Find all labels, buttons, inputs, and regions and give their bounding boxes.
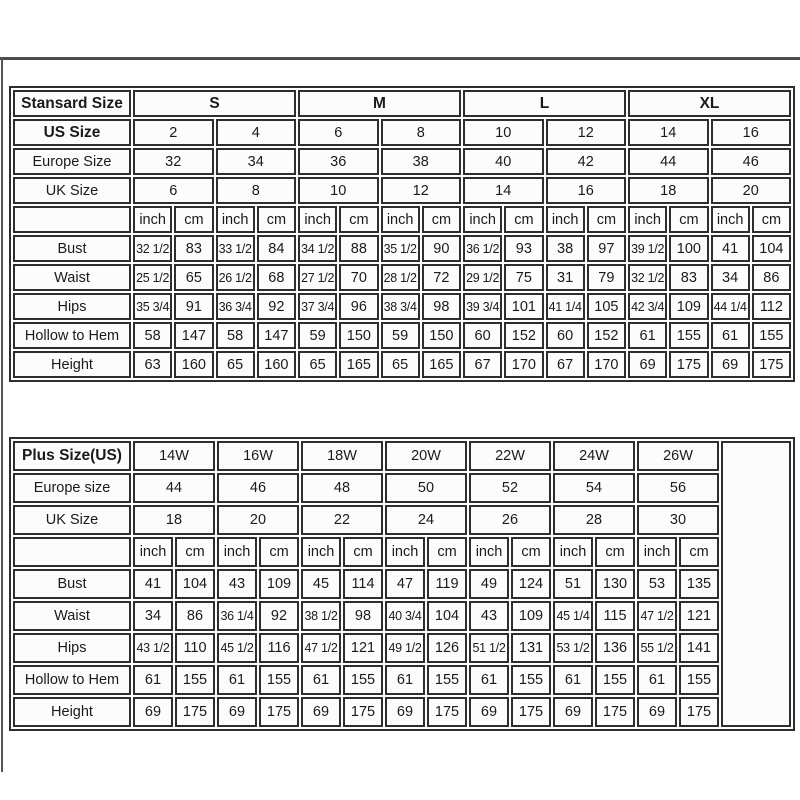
empty-tail-cell (721, 441, 791, 727)
value-cell: 10 (298, 177, 379, 204)
value-cell: 130 (595, 569, 635, 599)
unit-header: inch (385, 537, 425, 567)
value-cell: 75 (504, 264, 543, 291)
unit-header: inch (298, 206, 337, 233)
value-cell: 47 1/2 (301, 633, 341, 663)
value-cell: 155 (679, 665, 719, 695)
size-group-header: 14W (133, 441, 215, 471)
size-group-header: M (298, 90, 461, 117)
unit-header: cm (669, 206, 708, 233)
value-cell: 86 (175, 601, 215, 631)
value-cell: 175 (259, 697, 299, 727)
value-cell: 22 (301, 505, 383, 535)
value-cell: 160 (257, 351, 296, 378)
unit-header: cm (174, 206, 213, 233)
value-cell: 58 (133, 322, 172, 349)
value-cell: 112 (752, 293, 791, 320)
value-cell: 98 (422, 293, 461, 320)
value-cell: 8 (381, 119, 462, 146)
value-cell: 175 (595, 697, 635, 727)
value-cell: 63 (133, 351, 172, 378)
value-cell: 152 (504, 322, 543, 349)
unit-header: inch (463, 206, 502, 233)
value-cell: 119 (427, 569, 467, 599)
value-cell: 50 (385, 473, 467, 503)
value-cell: 175 (752, 351, 791, 378)
value-cell: 14 (628, 119, 709, 146)
value-cell: 16 (711, 119, 792, 146)
value-cell: 2 (133, 119, 214, 146)
value-cell: 131 (511, 633, 551, 663)
unit-header: cm (259, 537, 299, 567)
row-label: Bust (13, 569, 131, 599)
value-cell: 93 (504, 235, 543, 262)
value-cell: 155 (259, 665, 299, 695)
unit-header: cm (175, 537, 215, 567)
value-cell: 155 (752, 322, 791, 349)
value-cell: 65 (381, 351, 420, 378)
value-cell: 136 (595, 633, 635, 663)
value-cell: 175 (175, 697, 215, 727)
value-cell: 100 (669, 235, 708, 262)
value-cell: 92 (259, 601, 299, 631)
value-cell: 6 (133, 177, 214, 204)
value-cell: 175 (343, 697, 383, 727)
standard-table-title: Stansard Size (13, 90, 131, 117)
row-label: Hips (13, 633, 131, 663)
value-cell: 41 (711, 235, 750, 262)
value-cell: 12 (381, 177, 462, 204)
value-cell: 37 3/4 (298, 293, 337, 320)
value-cell: 150 (339, 322, 378, 349)
value-cell: 34 (711, 264, 750, 291)
value-cell: 61 (133, 665, 173, 695)
value-cell: 39 1/2 (628, 235, 667, 262)
value-cell: 49 1/2 (385, 633, 425, 663)
value-cell: 39 3/4 (463, 293, 502, 320)
value-cell: 104 (427, 601, 467, 631)
value-cell: 56 (637, 473, 719, 503)
value-cell: 48 (301, 473, 383, 503)
value-cell: 69 (628, 351, 667, 378)
value-cell: 124 (511, 569, 551, 599)
unit-header: cm (343, 537, 383, 567)
plus-size-chart (9, 437, 795, 731)
standard-size-chart (9, 86, 795, 382)
value-cell: 53 1/2 (553, 633, 593, 663)
unit-header: inch (553, 537, 593, 567)
unit-header: inch (469, 537, 509, 567)
value-cell: 32 1/2 (628, 264, 667, 291)
value-cell: 69 (711, 351, 750, 378)
value-cell: 60 (546, 322, 585, 349)
value-cell: 24 (385, 505, 467, 535)
value-cell: 43 (217, 569, 257, 599)
value-cell: 44 (133, 473, 215, 503)
value-cell: 61 (628, 322, 667, 349)
unit-header: cm (257, 206, 296, 233)
value-cell: 97 (587, 235, 626, 262)
value-cell: 61 (711, 322, 750, 349)
value-cell: 69 (133, 697, 173, 727)
value-cell: 44 1/4 (711, 293, 750, 320)
value-cell: 43 (469, 601, 509, 631)
value-cell: 26 (469, 505, 551, 535)
value-cell: 67 (463, 351, 502, 378)
empty-corner-cell (13, 537, 131, 567)
value-cell: 160 (174, 351, 213, 378)
value-cell: 121 (343, 633, 383, 663)
unit-header: cm (679, 537, 719, 567)
unit-header: cm (587, 206, 626, 233)
unit-header: inch (381, 206, 420, 233)
value-cell: 28 1/2 (381, 264, 420, 291)
value-cell: 175 (669, 351, 708, 378)
value-cell: 25 1/2 (133, 264, 172, 291)
value-cell: 61 (553, 665, 593, 695)
value-cell: 34 1/2 (298, 235, 337, 262)
size-group-header: 22W (469, 441, 551, 471)
row-label: US Size (13, 119, 131, 146)
value-cell: 155 (343, 665, 383, 695)
value-cell: 40 (463, 148, 544, 175)
value-cell: 32 (133, 148, 214, 175)
unit-header: inch (628, 206, 667, 233)
value-cell: 16 (546, 177, 627, 204)
value-cell: 104 (175, 569, 215, 599)
value-cell: 165 (339, 351, 378, 378)
row-label: Hips (13, 293, 131, 320)
plus-table-title: Plus Size(US) (13, 441, 131, 471)
unit-header: inch (711, 206, 750, 233)
value-cell: 69 (217, 697, 257, 727)
value-cell: 45 (301, 569, 341, 599)
value-cell: 41 (133, 569, 173, 599)
row-label: Europe Size (13, 148, 131, 175)
value-cell: 175 (427, 697, 467, 727)
value-cell: 49 (469, 569, 509, 599)
value-cell: 36 (298, 148, 379, 175)
value-cell: 170 (587, 351, 626, 378)
value-cell: 65 (174, 264, 213, 291)
size-group-header: 24W (553, 441, 635, 471)
value-cell: 33 1/2 (216, 235, 255, 262)
value-cell: 126 (427, 633, 467, 663)
size-group-header: S (133, 90, 296, 117)
value-cell: 68 (257, 264, 296, 291)
value-cell: 109 (669, 293, 708, 320)
value-cell: 59 (381, 322, 420, 349)
size-group-header: L (463, 90, 626, 117)
value-cell: 175 (679, 697, 719, 727)
size-group-header: 26W (637, 441, 719, 471)
value-cell: 42 3/4 (628, 293, 667, 320)
value-cell: 60 (463, 322, 502, 349)
value-cell: 65 (216, 351, 255, 378)
value-cell: 155 (669, 322, 708, 349)
value-cell: 27 1/2 (298, 264, 337, 291)
unit-header: cm (595, 537, 635, 567)
value-cell: 109 (511, 601, 551, 631)
size-group-header: 20W (385, 441, 467, 471)
value-cell: 54 (553, 473, 635, 503)
value-cell: 69 (637, 697, 677, 727)
unit-header: cm (504, 206, 543, 233)
value-cell: 155 (511, 665, 551, 695)
unit-header: cm (511, 537, 551, 567)
value-cell: 147 (257, 322, 296, 349)
value-cell: 45 1/4 (553, 601, 593, 631)
value-cell: 150 (422, 322, 461, 349)
value-cell: 53 (637, 569, 677, 599)
value-cell: 83 (174, 235, 213, 262)
value-cell: 91 (174, 293, 213, 320)
value-cell: 110 (175, 633, 215, 663)
value-cell: 43 1/2 (133, 633, 173, 663)
value-cell: 20 (217, 505, 299, 535)
value-cell: 18 (628, 177, 709, 204)
value-cell: 109 (259, 569, 299, 599)
unit-header: inch (637, 537, 677, 567)
size-group-header: 18W (301, 441, 383, 471)
value-cell: 35 1/2 (381, 235, 420, 262)
value-cell: 114 (343, 569, 383, 599)
value-cell: 69 (469, 697, 509, 727)
value-cell: 152 (587, 322, 626, 349)
value-cell: 92 (257, 293, 296, 320)
value-cell: 135 (679, 569, 719, 599)
value-cell: 29 1/2 (463, 264, 502, 291)
value-cell: 34 (133, 601, 173, 631)
value-cell: 30 (637, 505, 719, 535)
size-group-header: 16W (217, 441, 299, 471)
value-cell: 88 (339, 235, 378, 262)
value-cell: 61 (637, 665, 677, 695)
value-cell: 51 1/2 (469, 633, 509, 663)
value-cell: 84 (257, 235, 296, 262)
plus-size-table (9, 437, 795, 731)
unit-header: cm (427, 537, 467, 567)
value-cell: 35 3/4 (133, 293, 172, 320)
value-cell: 90 (422, 235, 461, 262)
value-cell: 55 1/2 (637, 633, 677, 663)
value-cell: 67 (546, 351, 585, 378)
row-label: Waist (13, 601, 131, 631)
standard-size-table (9, 86, 795, 382)
value-cell: 12 (546, 119, 627, 146)
row-label: Height (13, 351, 131, 378)
value-cell: 61 (217, 665, 257, 695)
value-cell: 175 (511, 697, 551, 727)
value-cell: 34 (216, 148, 297, 175)
value-cell: 38 (381, 148, 462, 175)
value-cell: 155 (595, 665, 635, 695)
value-cell: 28 (553, 505, 635, 535)
value-cell: 20 (711, 177, 792, 204)
value-cell: 70 (339, 264, 378, 291)
value-cell: 41 1/4 (546, 293, 585, 320)
value-cell: 155 (427, 665, 467, 695)
row-label: Hollow to Hem (13, 322, 131, 349)
value-cell: 69 (301, 697, 341, 727)
value-cell: 52 (469, 473, 551, 503)
value-cell: 155 (175, 665, 215, 695)
unit-header: cm (422, 206, 461, 233)
value-cell: 47 (385, 569, 425, 599)
value-cell: 14 (463, 177, 544, 204)
value-cell: 44 (628, 148, 709, 175)
value-cell: 46 (711, 148, 792, 175)
value-cell: 42 (546, 148, 627, 175)
outer-frame-left-line (1, 57, 3, 772)
value-cell: 61 (469, 665, 509, 695)
value-cell: 38 (546, 235, 585, 262)
value-cell: 45 1/2 (217, 633, 257, 663)
row-label: UK Size (13, 505, 131, 535)
row-label: UK Size (13, 177, 131, 204)
value-cell: 170 (504, 351, 543, 378)
value-cell: 36 3/4 (216, 293, 255, 320)
unit-header: inch (546, 206, 585, 233)
value-cell: 40 3/4 (385, 601, 425, 631)
value-cell: 10 (463, 119, 544, 146)
size-group-header: XL (628, 90, 791, 117)
value-cell: 31 (546, 264, 585, 291)
value-cell: 72 (422, 264, 461, 291)
value-cell: 69 (385, 697, 425, 727)
value-cell: 165 (422, 351, 461, 378)
row-label: Europe size (13, 473, 131, 503)
row-label: Bust (13, 235, 131, 262)
value-cell: 4 (216, 119, 297, 146)
value-cell: 101 (504, 293, 543, 320)
unit-header: inch (216, 206, 255, 233)
unit-header: inch (301, 537, 341, 567)
value-cell: 58 (216, 322, 255, 349)
value-cell: 104 (752, 235, 791, 262)
unit-header: cm (752, 206, 791, 233)
row-label: Height (13, 697, 131, 727)
value-cell: 18 (133, 505, 215, 535)
value-cell: 61 (301, 665, 341, 695)
value-cell: 69 (553, 697, 593, 727)
unit-header: inch (133, 537, 173, 567)
value-cell: 79 (587, 264, 626, 291)
outer-frame-top-line (0, 57, 800, 60)
value-cell: 38 3/4 (381, 293, 420, 320)
value-cell: 86 (752, 264, 791, 291)
row-label: Hollow to Hem (13, 665, 131, 695)
value-cell: 115 (595, 601, 635, 631)
value-cell: 26 1/2 (216, 264, 255, 291)
value-cell: 36 1/2 (463, 235, 502, 262)
value-cell: 61 (385, 665, 425, 695)
value-cell: 65 (298, 351, 337, 378)
value-cell: 46 (217, 473, 299, 503)
value-cell: 98 (343, 601, 383, 631)
unit-header: inch (133, 206, 172, 233)
unit-header: inch (217, 537, 257, 567)
value-cell: 141 (679, 633, 719, 663)
value-cell: 8 (216, 177, 297, 204)
unit-header: cm (339, 206, 378, 233)
value-cell: 36 1/4 (217, 601, 257, 631)
value-cell: 59 (298, 322, 337, 349)
value-cell: 51 (553, 569, 593, 599)
value-cell: 47 1/2 (637, 601, 677, 631)
row-label: Waist (13, 264, 131, 291)
value-cell: 121 (679, 601, 719, 631)
value-cell: 105 (587, 293, 626, 320)
value-cell: 147 (174, 322, 213, 349)
value-cell: 116 (259, 633, 299, 663)
value-cell: 32 1/2 (133, 235, 172, 262)
value-cell: 96 (339, 293, 378, 320)
value-cell: 38 1/2 (301, 601, 341, 631)
empty-corner-cell (13, 206, 131, 233)
value-cell: 6 (298, 119, 379, 146)
value-cell: 83 (669, 264, 708, 291)
